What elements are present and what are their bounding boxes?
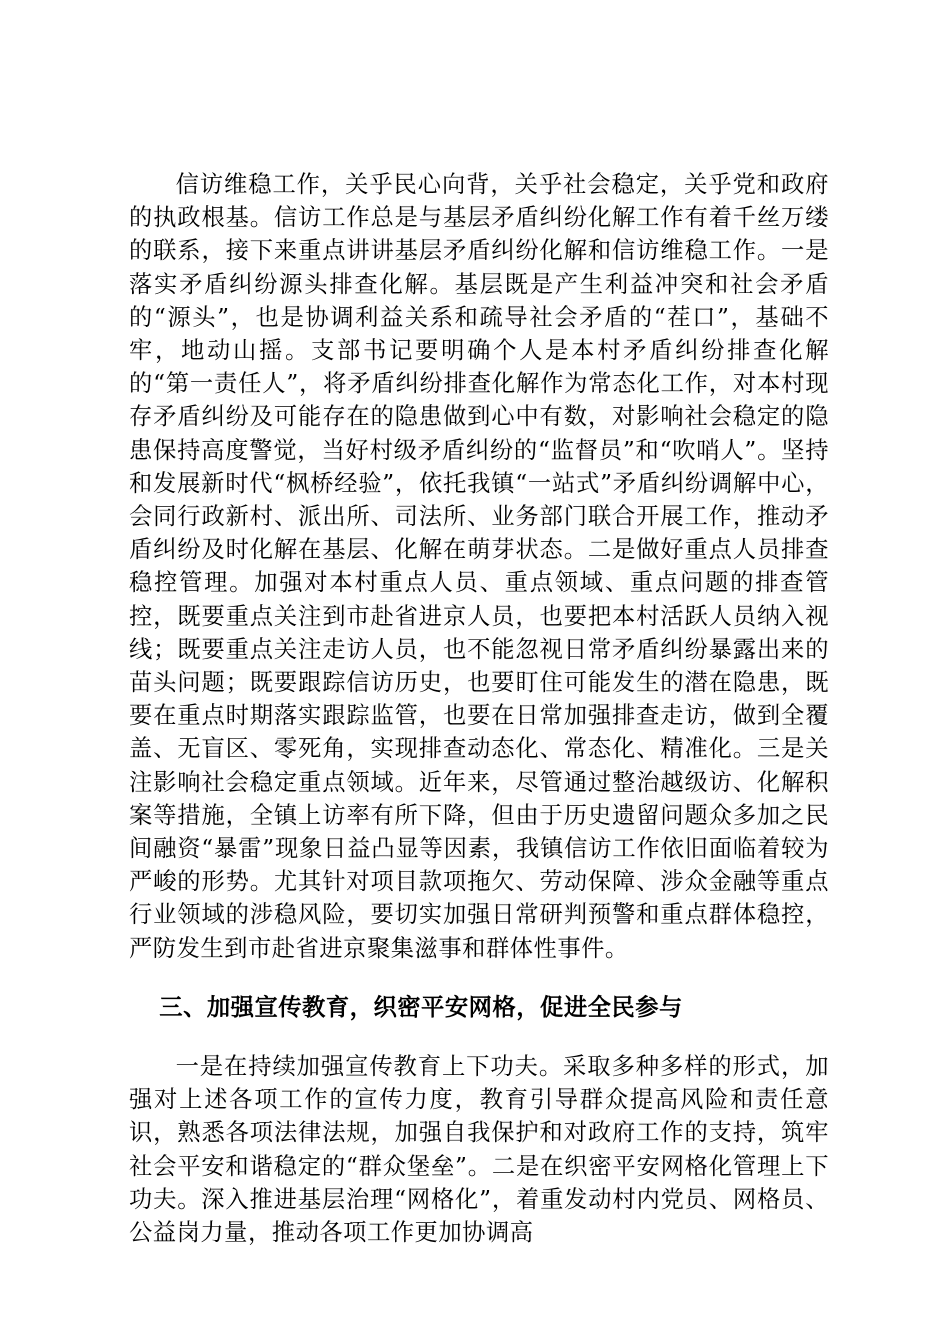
body-paragraph: 信访维稳工作，关乎民心向背，关乎社会稳定，关乎党和政府的执政根基。信访工作总是与基层矛盾纠纷化解工作有着千丝万缕的联系，接下来重点讲讲基层矛盾纠纷化解和信访维稳工作。一是落实矛盾纠纷源头排查化解。基层既是产生利益冲突和社会矛盾的“源头”，也是协调利益关系和疏导社会矛盾的“茬口”，基础不牢，地动山摇。支部书记要明确个人是本村矛盾纠纷排查化解的“第一责任人”，将矛盾纠纷排查化解作为常态化工作，对本村现存矛盾纠纷及可能存在的隐患做到心中有数，对影响社会稳定的隐患保持高度警觉，当好村级矛盾纠纷的“监督员”和“吹哨人”。坚持和发展新时代“枫桥经验”，依托我镇“一站式”矛盾纠纷调解中心，会同行政新村、派出所、司法所、业务部门联合开展工作，推动矛盾纠纷及时化解在基层、化解在萌芽状态。二是做好重点人员排查稳控管理。加强对本村重点人员、重点领域、重点问题的排查管控，既要重点关注到市赴省进京人员，也要把本村活跃人员纳入视线；既要重点关注走访人员，也不能忽视日常矛盾纠纷暴露出来的苗头问题；既要跟踪信访历史，也要盯住可能发生的潜在隐患，既要在重点时期落实跟踪监管，也要在日常加强排查走访，做到全覆盖、无盲区、零死角，实现排查动态化、常态化、精准化。三是关注影响社会稳定重点领域。近年来，尽管通过整治越级访、化解积案等措施，全镇上访率有所下降，但由于历史遗留问题众多加之民间融资“暴雷”现象日益凸显等因素，我镇信访工作依旧面临着较为严峻的形势。尤其针对项目款项拖欠、劳动保障、涉众金融等重点行业领域的涉稳风险，要切实加强日常研判预警和重点群体稳控，严防发生到市赴省进京聚集滋事和群体性事件。	[129, 171, 829, 962]
document-body	[129, 168, 829, 1249]
body-paragraph: 一是在持续加强宣传教育上下功夫。采取多种多样的形式，加强对上述各项工作的宣传力度，教育引导群众提高风险和责任意识，熟悉各项法律法规，加强自我保护和对政府工作的支持，筑牢社会平安和谐稳定的“群众堡垒”。二是在织密平安网格化管理上下功夫。深入推进基层治理“网格化”，着重发动村内党员、网格员、公益岗力量，推动各项工作更加协调高	[129, 1053, 829, 1247]
section-heading: 三、加强宣传教育，织密平安网格，促进全民参与	[159, 993, 683, 1021]
